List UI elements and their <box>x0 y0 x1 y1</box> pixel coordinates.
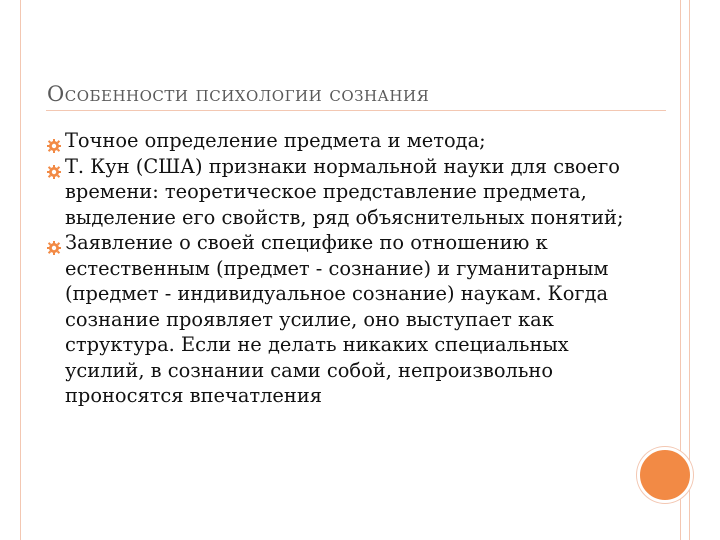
bullet-item <box>47 154 647 231</box>
orange-circle-decoration <box>637 447 693 503</box>
slide-title: Особенности психологии сознания <box>47 82 430 106</box>
bullet-list <box>47 128 647 409</box>
gear-icon <box>47 160 61 174</box>
bullet-item <box>47 128 647 154</box>
bullet-text: Заявление о своей специфике по отношению к естественным (предмет - сознание) и гуманитарным (предмет - индивидуальное сознание) наукам. Когда сознание проявляет усилие, оно выступает как структура. Если не делать никаких специальных усилий, в сознании сами собой, непроизвольно проносятся впечатления <box>65 231 609 407</box>
gear-icon <box>47 236 61 250</box>
bullet-text: Т. Кун (США) признаки нормальной науки для своего времени: теоретическое представление предмета, выделение его свойств, ряд объяснительных понятий; <box>65 154 624 229</box>
gear-icon <box>47 134 61 148</box>
bullet-item <box>47 230 647 409</box>
title-divider <box>46 110 666 111</box>
bullet-text: Точное определение предмета и метода; <box>65 129 486 152</box>
